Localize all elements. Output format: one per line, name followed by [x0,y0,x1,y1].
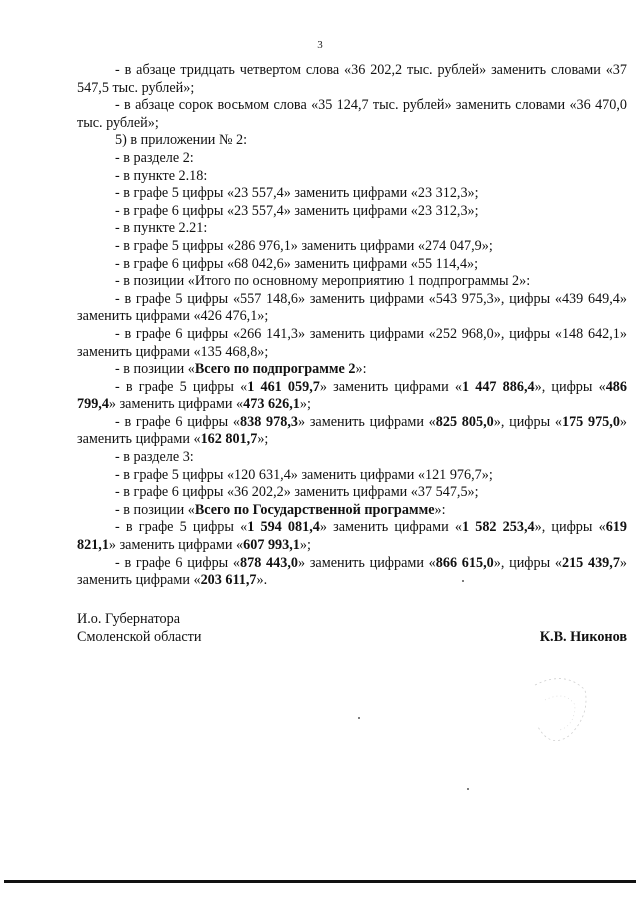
text-fragment: - в позиции « [115,501,195,518]
text-fragment: », цифры « [534,519,606,536]
text-fragment: - в графе 5 цифры «23 557,4» заменить цифрами «23 312,3»; [115,185,479,202]
text-line [77,326,627,361]
text-fragment: - в графе 5 цифры « [115,519,248,536]
text-line [77,449,627,467]
text-fragment: - в позиции « [115,361,195,378]
signatory-position-line1: И.о. Губернатора [77,611,180,627]
bold-fragment: 175 975,0 [561,413,620,430]
text-line [77,185,627,203]
document-body [77,62,627,590]
scan-speck [467,788,469,790]
text-line [77,168,627,186]
text-fragment: », цифры « [534,378,606,395]
text-fragment: - в пункте 2.21: [115,220,208,237]
text-fragment: - в разделе 2: [115,149,194,166]
text-fragment: » заменить цифрами « [319,378,462,395]
text-line [77,519,627,554]
text-line [77,361,627,379]
text-line [77,150,627,168]
text-fragment: - в графе 5 цифры «120 631,4» заменить цифрами «121 976,7»; [115,466,493,483]
text-fragment: » заменить цифрами « [77,554,628,589]
text-line [77,220,627,238]
text-fragment: - в графе 6 цифры « [115,554,241,571]
bold-fragment: 1 461 059,7 [247,378,320,395]
text-fragment: »; [299,537,311,554]
text-fragment: » заменить цифрами « [77,413,628,448]
text-line [77,291,627,326]
text-line [77,203,627,221]
bold-fragment: Всего по Государственной программе [194,501,435,518]
text-fragment: - в разделе 3: [115,449,194,466]
bold-fragment: 473 626,1 [243,396,300,413]
text-fragment: - в позиции «Итого по основному мероприятию 1 подпрограммы 2»: [115,273,531,290]
faint-stamp-mark [525,665,595,755]
text-fragment: - в графе 6 цифры «36 202,2» заменить цифрами «37 547,5»; [115,484,479,501]
bold-fragment: 1 582 253,4 [461,519,535,536]
text-line [77,238,627,256]
bold-fragment: 486 799,4 [77,378,627,413]
page-number: 3 [317,39,323,51]
text-fragment: - в графе 6 цифры «68 042,6» заменить цифрами «55 114,4»; [115,255,479,272]
text-fragment: », цифры « [493,554,562,571]
text-fragment: - в пункте 2.18: [115,167,208,184]
text-fragment: »; [257,431,269,448]
bold-fragment: 838 978,3 [240,413,298,430]
text-fragment: - в графе 5 цифры « [115,378,248,395]
bold-fragment: 607 993,1 [243,537,300,554]
text-line [77,62,627,97]
text-fragment: » заменить цифрами « [108,537,244,554]
text-fragment: » заменить цифрами « [108,396,244,413]
text-fragment: - в абзаце тридцать четвертом слова «36 202,2 тыс. рублей» заменить словами «37 547,5 тыс. рублей»; [77,62,627,96]
scan-speck [358,717,360,719]
bold-fragment: 866 615,0 [435,554,494,571]
text-line [77,467,627,485]
text-line [77,256,627,274]
text-line [77,273,627,291]
text-fragment: »: [434,501,446,518]
text-fragment: - в графе 6 цифры «23 557,4» заменить цифрами «23 312,3»; [115,202,479,219]
text-fragment: » заменить цифрами « [319,519,462,536]
text-fragment: » заменить цифрами « [297,413,436,430]
bottom-rule [4,880,636,883]
bold-fragment: 619 821,1 [77,519,627,554]
text-fragment: 5) в приложении № 2: [115,132,248,149]
scan-speck [462,580,464,582]
text-fragment: » заменить цифрами « [297,554,436,571]
text-fragment: », цифры « [493,413,562,430]
signature-block [77,611,627,646]
bold-fragment: 1 594 081,4 [247,519,320,536]
bold-fragment: 825 805,0 [435,413,494,430]
text-line [77,379,627,414]
text-fragment: »: [355,361,367,378]
bold-fragment: 162 801,7 [200,431,258,448]
text-line [77,502,627,520]
text-fragment: - в графе 6 цифры «266 141,3» заменить цифрами «252 968,0», цифры «148 642,1» заменить цифрами «135 468,8»; [77,325,627,360]
bold-fragment: 203 611,7 [200,572,257,589]
text-fragment: - в графе 5 цифры «557 148,6» заменить цифрами «543 975,3», цифры «439 649,4» заменить цифрами «426 476,1»; [77,290,627,325]
text-line [77,484,627,502]
text-line [77,97,627,132]
text-line [77,132,627,150]
text-fragment: - в графе 6 цифры « [115,413,241,430]
text-line [77,414,627,449]
bold-fragment: 215 439,7 [561,554,620,571]
text-fragment: ». [256,572,268,589]
text-fragment: - в абзаце сорок восьмом слова «35 124,7 тыс. рублей» заменить словами «36 470,0 тыс. рублей»; [77,97,627,131]
signatory-name: К.В. Никонов [539,628,627,645]
bold-fragment: 878 443,0 [240,554,298,571]
bold-fragment: 1 447 886,4 [461,378,535,395]
signatory-position-line2: Смоленской области [77,628,202,645]
text-fragment: »; [299,396,311,413]
text-fragment: - в графе 5 цифры «286 976,1» заменить цифрами «274 047,9»; [115,237,493,254]
text-line [77,555,627,590]
bold-fragment: Всего по подпрограмме 2 [194,361,356,378]
